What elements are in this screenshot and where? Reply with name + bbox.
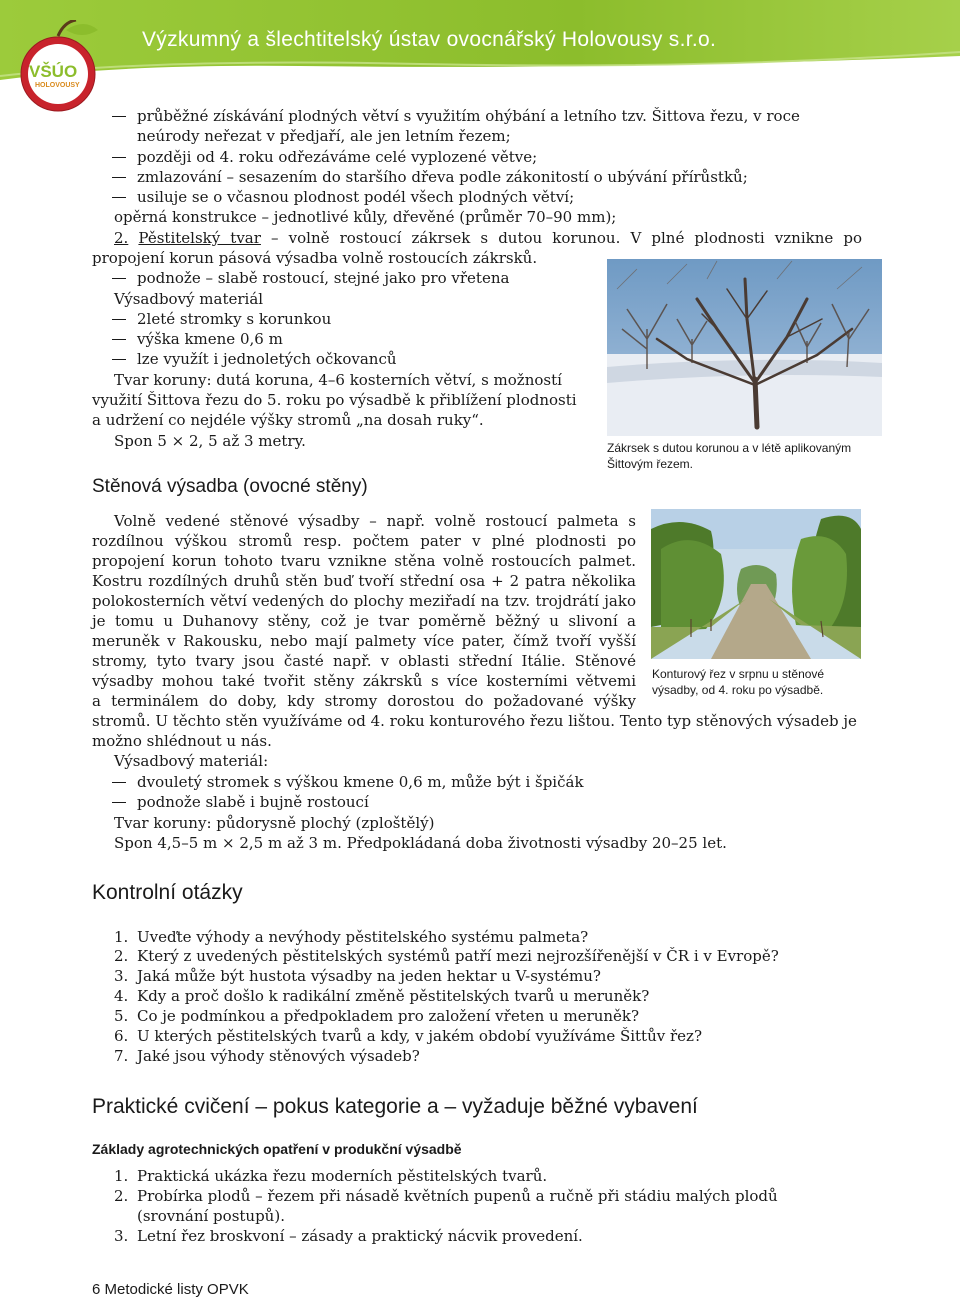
wall-para-10: a terminálem do doby, kdy stromy dorostou do požadované výšky: [92, 692, 636, 710]
section2-material: Výsadbový materiál: [114, 290, 264, 308]
dash-bullet: [112, 157, 126, 158]
wall-para-9: výsadby mohou také tvořit stěny zákrsků s více kosterními větvemi: [92, 672, 636, 690]
photo2-caption-2: výsadby, od 4. roku po výsadbě.: [652, 683, 824, 697]
intro-line-5: usiluje se o včasnou plodnost podél všech plodných větví;: [137, 188, 575, 206]
wall-bullet-rootstock: podnože slabě i bujně rostoucí: [137, 793, 369, 811]
questions-heading: Kontrolní otázky: [92, 881, 243, 904]
dash-bullet: [112, 116, 126, 117]
question-number: 4.: [114, 987, 129, 1005]
practical-item-2: Probírka plodů – řezem při násadě květních pupenů a ručně při stádiu malých plodů: [137, 1187, 778, 1205]
section2-bullet-trees: 2leté stromky s korunkou: [137, 310, 332, 328]
dash-bullet: [112, 278, 126, 279]
section2-crown-1: Tvar koruny: dutá koruna, 4–6 kosterních větví, s možností: [114, 371, 562, 389]
question-item: Jaké jsou výhody stěnových výsadeb?: [137, 1047, 420, 1065]
section2-bullet-budlings: lze využít i jednoletých očkovanců: [137, 350, 397, 368]
wall-para-5: polokosterních větví vedených do plochy meziřadí na tzv. trojdrátí jako: [92, 592, 636, 610]
practical-number: 3.: [114, 1227, 129, 1245]
wall-bullet-tree: dvouletý stromek s výškou kmene 0,6 m, může být i špičák: [137, 773, 584, 791]
logo-subtext: HOLOVOUSY: [35, 82, 80, 89]
question-number: 3.: [114, 967, 129, 985]
intro-line-1: průběžné získávání plodných větví s využitím ohýbání a letního tzv. Šittova řezu, v roce: [137, 107, 800, 125]
page-number: 6: [92, 1281, 101, 1298]
dash-bullet: [112, 782, 126, 783]
question-item: Jaká může být hustota výsadby na jeden hektar u V-systému?: [137, 967, 601, 985]
wall-para-7: meruněk v Rakousku, nebo mají palmety více pater, čímž tvoří vyšší: [92, 632, 636, 650]
section2-crown-3: a udržení co nejdéle výšky stromů „na dosah ruky“.: [92, 411, 484, 429]
practical-item-2-cont: (srovnání postupů).: [137, 1207, 285, 1225]
footer-text: Metodické listy OPVK: [104, 1281, 249, 1298]
practical-subheading: Základy agrotechnických opatření v produkční výsadbě: [92, 1141, 462, 1157]
wall-para-11: stromů. U těchto stěn využíváme od 4. roku konturového řezu lištou. Tento typ stěnových výsadeb je: [92, 712, 857, 730]
intro-line-2: neúrody neřezat v předjaří, ale jen letním řezem;: [137, 127, 511, 145]
question-number: 5.: [114, 1007, 129, 1025]
intro-line-4: zmlazování – sesazením do staršího dřeva podle zákonitostí o ubývání přírůstků;: [137, 168, 748, 186]
intro-line-6: opěrná konstrukce – jednotlivé kůly, dřevěné (průměr 70–90 mm);: [114, 208, 617, 226]
practical-heading: Praktické cvičení – pokus kategorie a – vyžaduje běžné vybavení: [92, 1095, 698, 1118]
section2-line-1: [114, 228, 862, 248]
orchard-snow-photo: [607, 259, 882, 436]
logo-text: VŠÚO: [29, 62, 78, 81]
question-item: U kterých pěstitelských tvarů a kdy, v jakém období využíváme Šittův řez?: [137, 1027, 702, 1045]
dash-bullet: [112, 802, 126, 803]
question-number: 7.: [114, 1047, 129, 1065]
question-number: 2.: [114, 947, 129, 965]
section2-spacing: Spon 5 × 2, 5 až 3 metry.: [114, 432, 306, 450]
photo1-caption-2: Šittovým řezem.: [607, 457, 694, 471]
photo2-caption-1: Konturový řez v srpnu u stěnové: [652, 667, 825, 681]
dash-bullet: [112, 177, 126, 178]
page-footer: [92, 1281, 249, 1298]
wall-orchard-photo: [651, 509, 861, 659]
wall-para-3: propojení korun tohoto tvaru vznikne stěna volně rostoucích palmet.: [92, 552, 636, 570]
wall-para-1: Volně vedené stěnové výsadby – např. volně rostoucí palmeta s: [114, 512, 636, 530]
section2-line-2: propojení korun pásová výsadba volně rostoucích zákrsků.: [92, 249, 538, 267]
intro-line-3: později od 4. roku odřezáváme celé vyplozené větve;: [137, 148, 538, 166]
dash-bullet: [112, 197, 126, 198]
wall-para-4: Kostru rozdílných druhů stěn buď tvoří střední osa + 2 patra několika: [92, 572, 636, 590]
photo1-caption-1: Zákrsek s dutou korunou a v létě aplikovaným: [607, 441, 852, 455]
practical-item-3: Letní řez broskvoní – zásady a praktický nácvik provedení.: [137, 1227, 583, 1245]
question-item: Uveďte výhody a nevýhody pěstitelského systému palmeta?: [137, 928, 589, 946]
section2-bullet-height: výška kmene 0,6 m: [137, 330, 283, 348]
dash-bullet: [112, 319, 126, 320]
section2-bullet-rootstock: podnože – slabě rostoucí, stejné jako pro vřetena: [137, 269, 510, 287]
section2-line-1-rest: – volně rostoucí zákrsek s dutou korunou. V plné plodnosti vznikne po: [271, 229, 862, 247]
practical-number: 1.: [114, 1167, 129, 1185]
practical-number: 2.: [114, 1187, 129, 1205]
section2-crown-2: využití Šittova řezu do 5. roku po výsadbě k přiblížení plodnosti: [92, 391, 577, 409]
dash-bullet: [112, 339, 126, 340]
question-item: Který z uvedených pěstitelských systémů patří mezi nejrozšířenější v ČR i v Evropě?: [137, 947, 779, 965]
section2-number: 2.: [114, 229, 129, 247]
header-title: Výzkumný a šlechtitelský ústav ovocnářský Holovousy s.r.o.: [142, 28, 717, 51]
section2-title: Pěstitelský tvar: [138, 229, 261, 247]
dash-bullet: [112, 359, 126, 360]
practical-item-1: Praktická ukázka řezu moderních pěstitelských tvarů.: [137, 1167, 548, 1185]
wall-heading: Stěnová výsadba (ovocné stěny): [92, 476, 368, 497]
question-number: 6.: [114, 1027, 129, 1045]
question-number: 1.: [114, 928, 129, 946]
wall-spacing: Spon 4,5–5 m × 2,5 m až 3 m. Předpokládaná doba životnosti výsadby 20–25 let.: [114, 834, 727, 852]
wall-material: Výsadbový materiál:: [114, 752, 269, 770]
wall-para-6: je tomu u Duhanovy stěny, což je tvar poměrně běžný u slivoní a: [92, 612, 636, 630]
wall-para-12: možno shlédnout u nás.: [92, 732, 272, 750]
wall-para-8: stromy, tyto tvary jsou časté např. v oblasti střední Itálie. Stěnové: [92, 652, 636, 670]
wall-para-2: rozdílnou výškou stromů resp. počtem pater v plné plodnosti po: [92, 532, 636, 550]
question-item: Kdy a proč došlo k radikální změně pěstitelských tvarů u meruněk?: [137, 987, 650, 1005]
question-item: Co je podmínkou a předpokladem pro založení vřeten u meruněk?: [137, 1007, 640, 1025]
wall-crown: Tvar koruny: půdorysně plochý (zploštělý): [114, 814, 435, 832]
